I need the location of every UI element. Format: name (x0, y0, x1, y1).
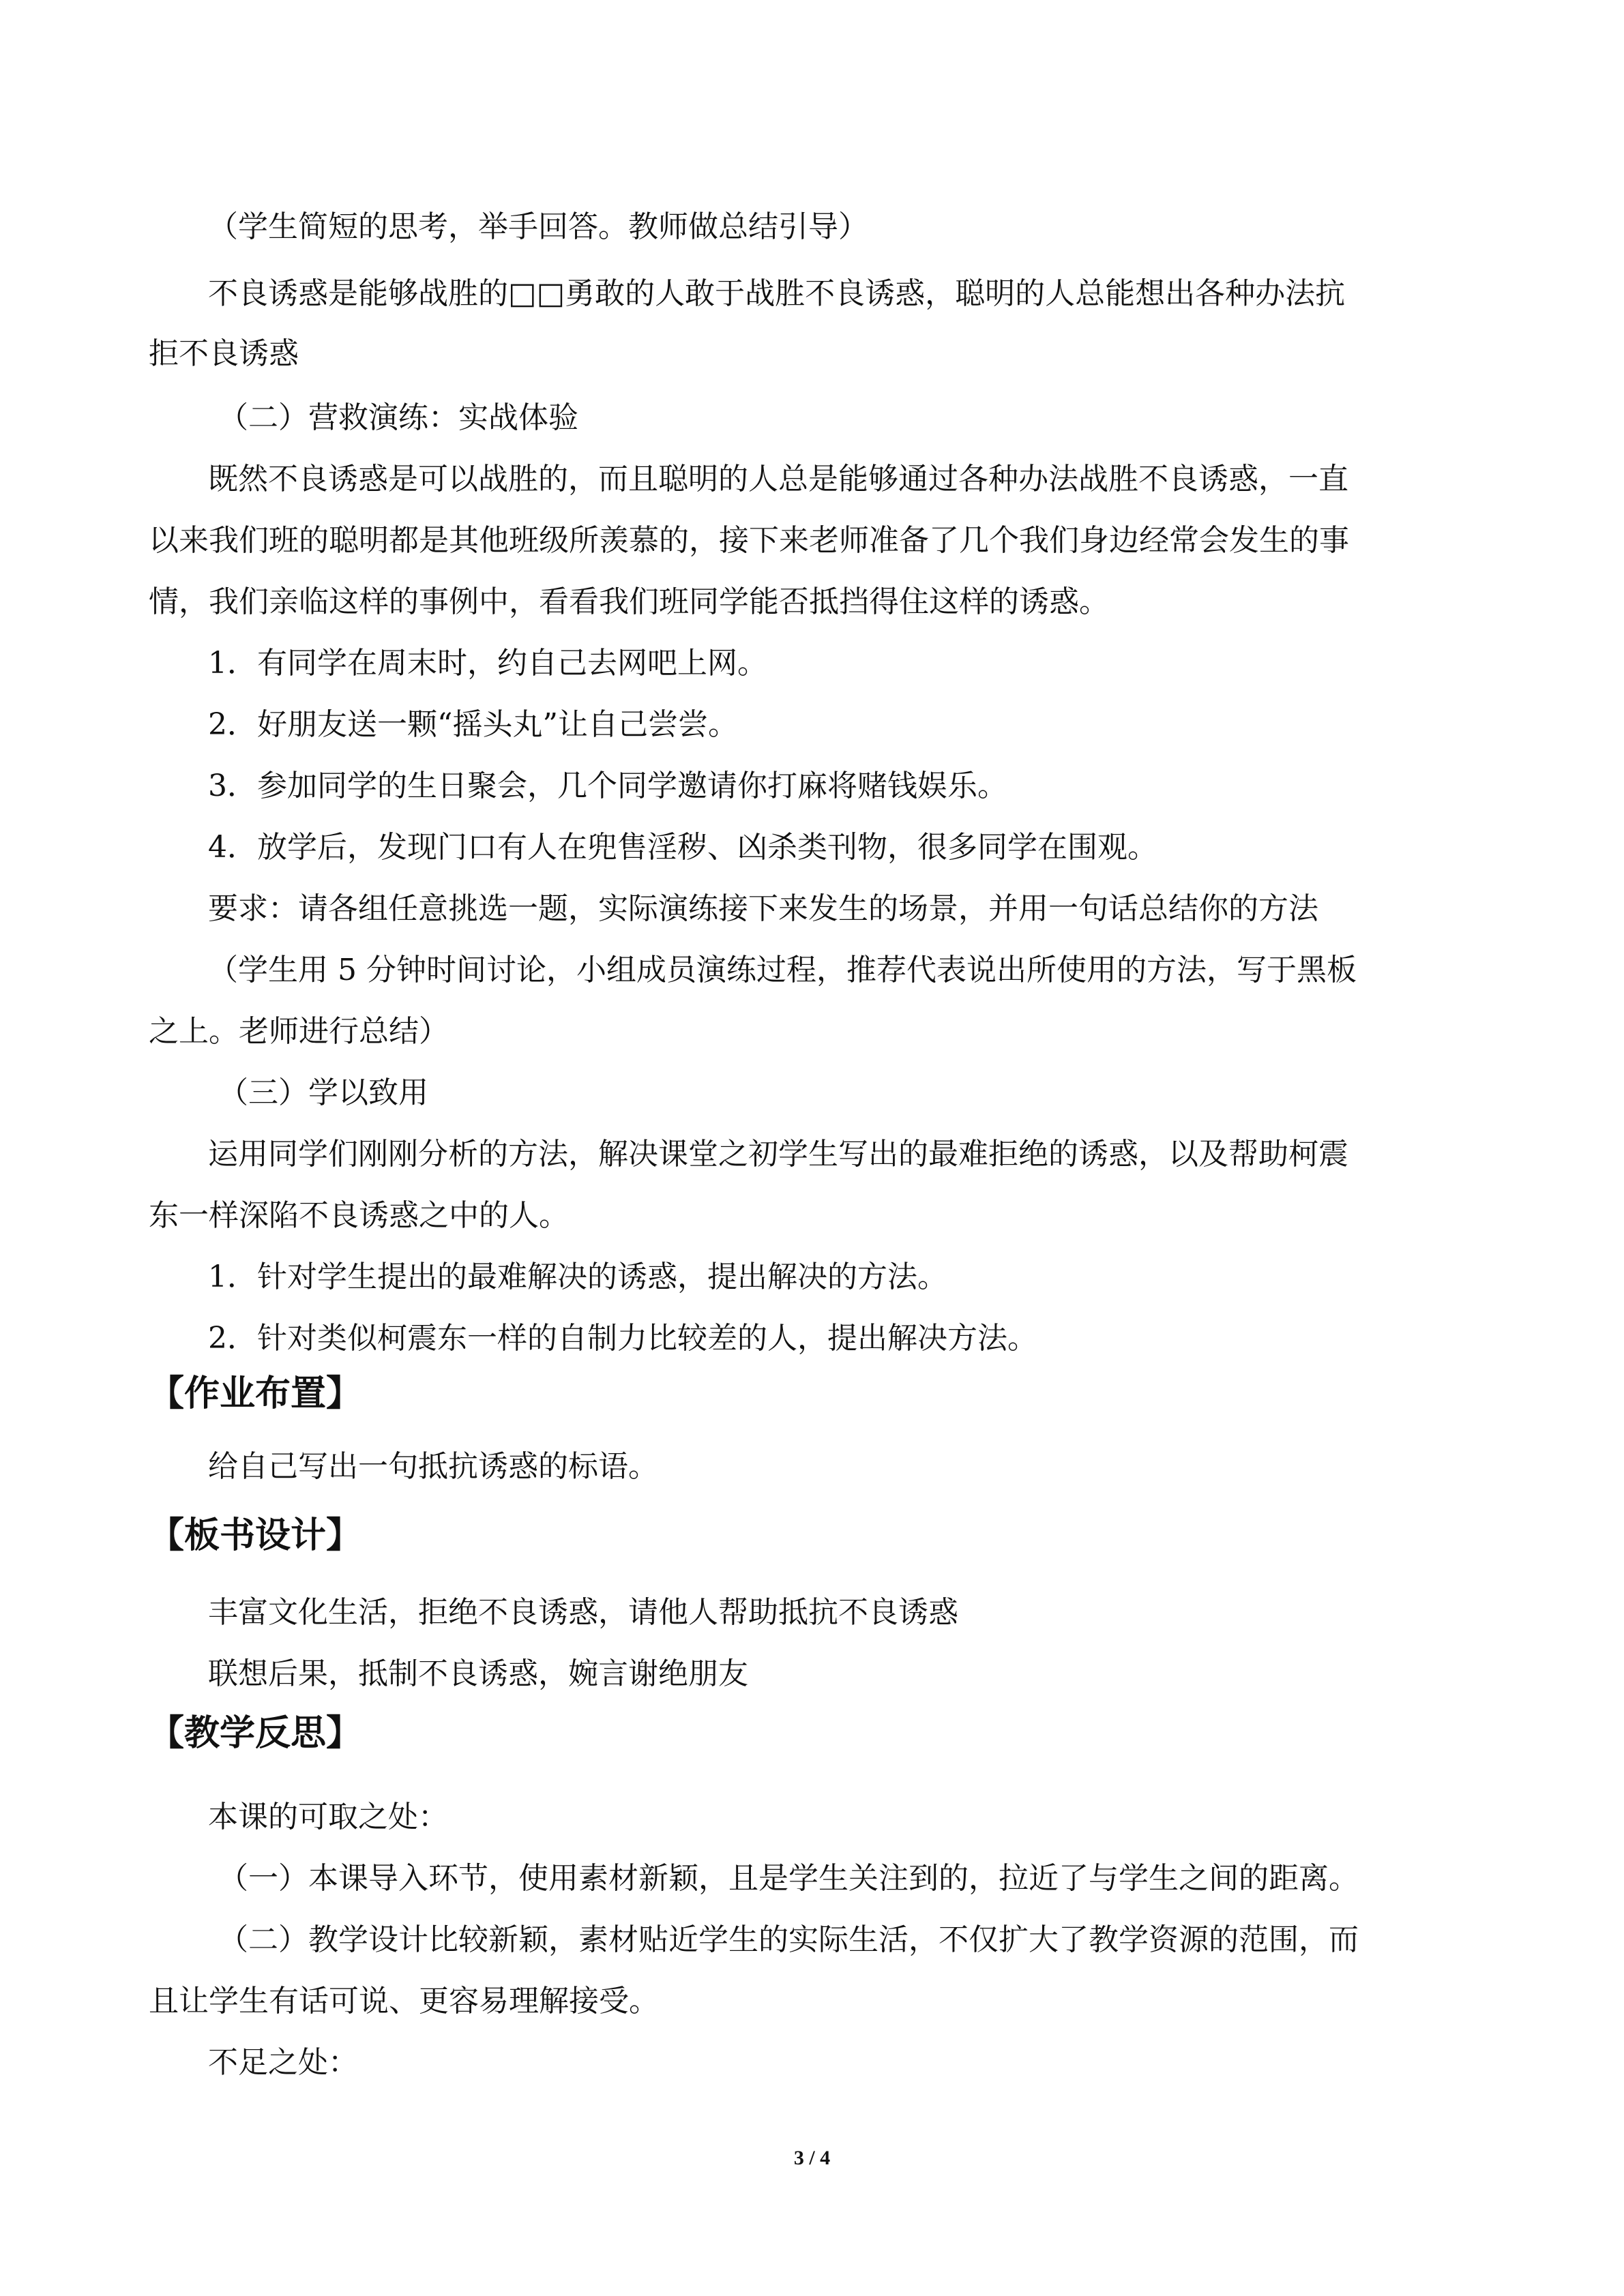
paragraph-line: 情，我们亲临这样的事例中，看看我们班同学能否抵挡得住这样的诱惑。 (149, 584, 1109, 619)
paragraph-line: 本课的可取之处： (208, 1800, 448, 1834)
paragraph-line: 不良诱惑是能够战胜的□□勇敢的人敢于战胜不良诱惑，聪明的人总能想出各种办法抗 (208, 276, 1346, 311)
section-heading-board-design: 【板书设计】 (149, 1515, 362, 1556)
paragraph-line: 不足之处： (208, 2045, 358, 2080)
section-heading-homework: 【作业布置】 (149, 1373, 362, 1414)
list-item: 1．针对学生提出的最难解决的诱惑，提出解决的方法。 (208, 1259, 947, 1294)
paragraph-line: 且让学生有话可说、更容易理解接受。 (149, 1984, 659, 2018)
page-number: 3 / 4 (793, 2147, 831, 2169)
paragraph-line: 拒不良诱惑 (149, 336, 299, 371)
paragraph-line: 给自己写出一句抵抗诱惑的标语。 (208, 1449, 658, 1484)
paragraph-line: （学生用 5 分钟时间讨论，小组成员演练过程，推荐代表说出所使用的方法，写于黑板 (208, 953, 1357, 987)
paragraph-line: （二）营救演练：实战体验 (218, 400, 578, 435)
paragraph-line: 既然不良诱惑是可以战胜的，而且聪明的人总是能够通过各种办法战胜不良诱惑，一直 (208, 462, 1348, 496)
paragraph-line: （学生简短的思考，举手回答。教师做总结引导） (208, 209, 868, 244)
list-item: 1．有同学在周末时，约自己去网吧上网。 (208, 646, 767, 681)
paragraph-line: （三）学以致用 (218, 1075, 428, 1110)
list-item: 2．针对类似柯震东一样的自制力比较差的人，提出解决方法。 (208, 1321, 1037, 1356)
section-heading-reflection: 【教学反思】 (149, 1713, 362, 1754)
paragraph-line: （二）教学设计比较新颖，素材贴近学生的实际生活，不仅扩大了教学资源的范围，而 (218, 1922, 1359, 1957)
paragraph-line: 之上。老师进行总结） (149, 1014, 449, 1049)
paragraph-line: 联想后果，抵制不良诱惑，婉言谢绝朋友 (208, 1656, 748, 1691)
list-item: 4．放学后，发现门口有人在兜售淫秽、凶杀类刊物，很多同学在围观。 (208, 830, 1157, 865)
paragraph-line: 以来我们班的聪明都是其他班级所羡慕的，接下来老师准备了几个我们身边经常会发生的事 (149, 523, 1349, 558)
paragraph-line: （一）本课导入环节，使用素材新颖，且是学生关注到的，拉近了与学生之间的距离。 (218, 1861, 1359, 1896)
paragraph-line: 运用同学们刚刚分析的方法，解决课堂之初学生写出的最难拒绝的诱惑，以及帮助柯震 (208, 1137, 1348, 1172)
paragraph-line: 丰富文化生活，拒绝不良诱惑，请他人帮助抵抗不良诱惑 (208, 1595, 958, 1630)
list-item: 2．好朋友送一颗“摇头丸”让自己尝尝。 (208, 707, 738, 742)
list-item: 3．参加同学的生日聚会，几个同学邀请你打麻将赌钱娱乐。 (208, 769, 1007, 803)
paragraph-line: 东一样深陷不良诱惑之中的人。 (149, 1198, 569, 1233)
paragraph-line: 要求：请各组任意挑选一题，实际演练接下来发生的场景，并用一句话总结你的方法 (208, 891, 1318, 926)
